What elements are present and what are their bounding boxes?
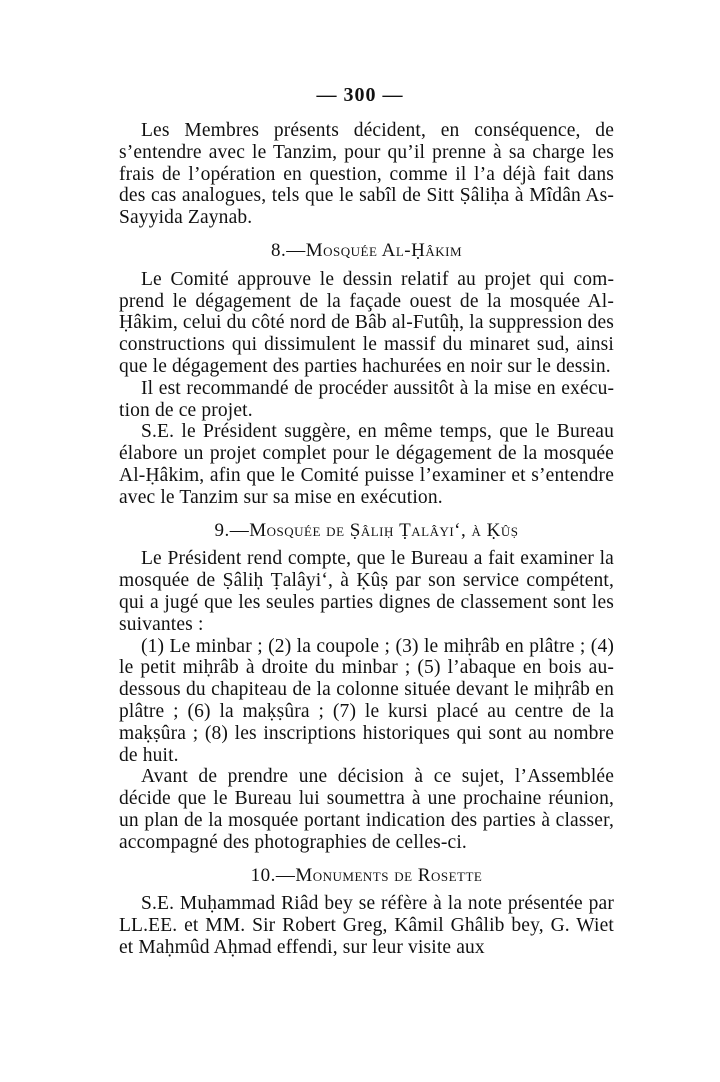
paragraph: Le Président rend compte, que le Bureau a fait examiner la mosquée de Ṣâliḥ Ṭalâyi‘, à Ḳûṣ par son service compétent, qui a jugé que les seules parties dignes de classement sont les suivantes : — [119, 548, 614, 635]
body-text — [119, 120, 614, 959]
paragraph: Les Membres présents décident, en conséquence, de s’entendre avec le Tanzim, pour qu’il prenne à sa charge les frais de l’opération en question, comme il l’a déjà fait dans des cas analogues, tels que le sabîl de Sitt Ṣâliḥa à Mîdân As-Sayyida Zaynab. — [119, 120, 614, 229]
section-heading-9: 9.—Mosquée de Ṣâliḥ Ṭalâyi‘, à Ḳûṣ — [214, 519, 519, 541]
paragraph: S.E. Muḥammad Riâd bey se réfère à la note présentée par LL.EE. et MM. Sir Robert Greg, Kâmil Ghâlib bey, G. Wiet et Maḥmûd Aḥmad effendi, sur leur visite aux — [119, 893, 614, 958]
paragraph: Il est recommandé de procéder aussitôt à la mise en exécution de ce projet. — [119, 377, 614, 421]
paragraph: S.E. le Président suggère, en même temps, que le Bureau élabore un projet complet pour le dégagement de la mosquée Al-Ḥâkim, afin que le Comité puisse l’examiner et s’entendre avec le Tanzim sur sa mise en exécution. — [119, 421, 614, 508]
paragraph: Le Comité approuve le dessin relatif au projet qui comprend le dégagement de la façade ouest de la mosquée Al-Ḥâkim, celui du côté nord de Bâb al-Futûḥ, la suppression des constructions qui dissimulent le massif du minaret sud, ainsi que le dégagement des parties hachurées en noir sur le dessin. — [119, 268, 614, 377]
page-number: — 300 — — [316, 84, 404, 106]
section-heading-8: 8.—Mosquée Al-Ḥâkim — [271, 239, 462, 261]
paragraph: Avant de prendre une décision à ce sujet, l’Assemblée décide que le Bureau lui soumettra à une prochaine réunion, un plan de la mosquée portant indication des parties à classer, accompagné des photographies de celles-ci. — [119, 766, 614, 853]
section-heading-10: 10.—Monuments de Rosette — [250, 864, 483, 886]
classification-list: (1) Le minbar ; (2) la coupole ; (3) le miḥrâb en plâtre ; (4) le petit miḥrâb à droite du minbar ; (5) l’abaque en bois au-dessous du chapiteau de la colonne située devant le miḥrâb en plâtre ; (6) la maḳṣûra ; (7) le kursi placé au centre de la maḳṣûra ; (8) les inscriptions historiques qui sont au nombre de huit. — [119, 635, 614, 766]
